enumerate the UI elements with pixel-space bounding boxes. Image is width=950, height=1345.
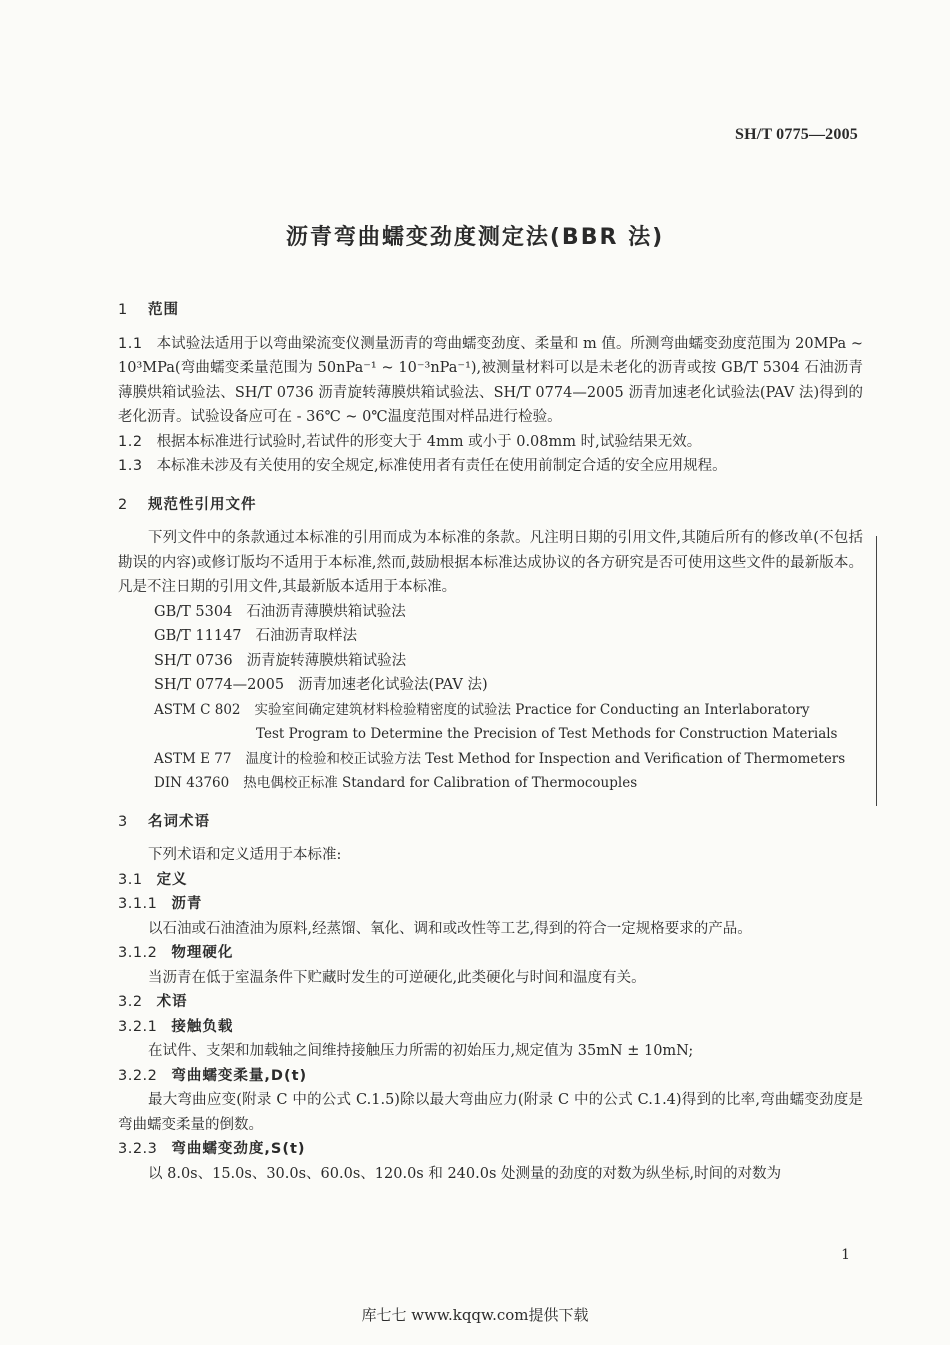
section-number: 3 <box>118 813 129 830</box>
clause-text: 根据本标准进行试验时,若试件的形变大于 4mm 或小于 0.08mm 时,试验结果无效。 <box>156 433 702 450</box>
clause-3-2-heading <box>118 990 863 1015</box>
section-3-heading <box>118 810 863 835</box>
clause-1-3 <box>118 454 863 479</box>
clause-1-1 <box>118 332 863 430</box>
clause-3-2-1-heading <box>118 1015 863 1040</box>
clause-title: 弯曲蠕变柔量,D(t) <box>171 1067 308 1084</box>
reference-title: 石油沥青薄膜烘箱试验法 <box>246 603 406 620</box>
section-2-heading <box>118 493 863 518</box>
clause-number: 1.1 <box>118 335 143 352</box>
clause-number: 3.1 <box>118 871 143 888</box>
clause-number: 3.2.2 <box>118 1067 158 1084</box>
clause-3-1-heading <box>118 868 863 893</box>
reference-item <box>154 673 863 698</box>
clause-title: 物理硬化 <box>171 945 234 961</box>
reference-list <box>118 600 863 796</box>
reference-code: SH/T 0736 <box>154 652 233 669</box>
reference-item <box>154 771 863 796</box>
clause-number: 3.2.1 <box>118 1018 158 1035</box>
reference-item <box>154 698 863 723</box>
clause-number: 3.2.3 <box>118 1141 158 1157</box>
reference-item <box>154 649 863 674</box>
document-body <box>118 298 863 1186</box>
reference-code: ASTM C 802 <box>154 701 241 718</box>
reference-title-continued: Test Program to Determine the Precision of Test Methods for Construction Materials <box>256 726 838 742</box>
clause-3-2-3-heading <box>118 1137 863 1162</box>
reference-item <box>154 747 863 772</box>
download-footer: 库七七 www.kqqw.com提供下载 <box>361 1306 589 1324</box>
clause-3-2-1-text: 在试件、支架和加载轴之间维持接触压力所需的初始压力,规定值为 35mN ± 10mN; <box>148 1043 694 1059</box>
clause-text: 本标准未涉及有关使用的安全规定,标准使用者有责任在使用前制定合适的安全应用规程。 <box>156 458 727 474</box>
section-number: 2 <box>118 496 129 513</box>
reference-code: SH/T 0774—2005 <box>154 677 285 693</box>
standard-code: SH/T 0775—2005 <box>735 126 858 143</box>
reference-title: 温度计的检验和校正试验方法 Test Method for Inspection and Verification of Thermometers <box>245 750 846 767</box>
reference-item <box>154 600 863 625</box>
clause-number: 3.1.1 <box>118 896 158 912</box>
clause-3-2-3-text: 以 8.0s、15.0s、30.0s、60.0s、120.0s 和 240.0s 处测量的劲度的对数为纵坐标,时间的对数为 <box>148 1165 782 1182</box>
clause-3-1-2-heading <box>118 941 863 966</box>
clause-3-2-2-heading <box>118 1064 863 1089</box>
clause-3-2-2-text: 最大弯曲应变(附录 C 中的公式 C.1.5)除以最大弯曲应力(附录 C 中的公式 C.1.4)得到的比率,弯曲蠕变劲度是弯曲蠕变柔量的倒数。 <box>118 1092 863 1133</box>
reference-code: DIN 43760 <box>154 775 230 791</box>
clause-number: 3.1.2 <box>118 945 158 961</box>
section-title: 范围 <box>148 302 179 318</box>
reference-title: 实验室间确定建筑材料检验精密度的试验法 Practice for Conducting an Interlaboratory <box>254 701 810 718</box>
terms-intro: 下列术语和定义适用于本标准: <box>148 847 342 863</box>
margin-rule <box>876 536 877 806</box>
reference-item <box>154 624 863 649</box>
section-title: 名词术语 <box>148 813 210 830</box>
clause-title: 接触负载 <box>171 1018 234 1035</box>
clause-title: 沥青 <box>171 896 203 912</box>
clause-number: 1.3 <box>118 458 143 474</box>
references-intro: 下列文件中的条款通过本标准的引用而成为本标准的条款。凡注明日期的引用文件,其随后所有的修改单(不包括勘误的内容)或修订版均不适用于本标准,然而,鼓励根据本标准达成协议的各方研究是否可使用这些文件的最新版本。凡是不注日期的引用文件,其最新版本适用于本标准。 <box>118 530 863 595</box>
clause-3-1-1-text: 以石油或石油渣油为原料,经蒸馏、氧化、调和或改性等工艺,得到的符合一定规格要求的产品。 <box>148 920 752 937</box>
clause-3-1-1-heading <box>118 892 863 917</box>
clause-1-2 <box>118 430 863 455</box>
reference-code: ASTM E 77 <box>154 750 232 767</box>
reference-title: 沥青旋转薄膜烘箱试验法 <box>246 652 407 669</box>
section-1-heading <box>118 298 863 323</box>
document-title: 沥青弯曲蠕变劲度测定法(BBR 法) <box>285 225 665 250</box>
clause-number: 3.2 <box>118 994 143 1010</box>
clause-number: 1.2 <box>118 433 143 450</box>
reference-title: 石油沥青取样法 <box>255 628 358 644</box>
clause-title: 术语 <box>156 994 188 1010</box>
section-title: 规范性引用文件 <box>148 496 257 513</box>
clause-title: 定义 <box>156 871 188 888</box>
clause-title: 弯曲蠕变劲度,S(t) <box>171 1141 306 1157</box>
reference-code: GB/T 5304 <box>154 603 233 620</box>
page-number: 1 <box>841 1247 850 1263</box>
reference-title: 热电偶校正标准 Standard for Calibration of Thermocouples <box>243 775 638 791</box>
clause-text: 本试验法适用于以弯曲梁流变仪测量沥青的弯曲蠕变劲度、柔量和 m 值。所测弯曲蠕变劲度范围为 20MPa ~ 10³MPa(弯曲蠕变柔量范围为 50nPa⁻¹ ~ 10⁻³nPa⁻¹),被测量材料可以是未老化的沥青或按 GB/T 5304 石油沥青薄膜烘箱试验法、SH/T 0736 沥青旋转薄膜烘箱试验法、SH/T 0774—2005 沥青加速老化试验法(PAV 法)得到的老化沥青。试验设备应可在 - 36℃ ~ 0℃温度范围对样品进行检验。 <box>118 335 863 425</box>
reference-title: 沥青加速老化试验法(PAV 法) <box>298 677 488 693</box>
reference-code: GB/T 11147 <box>154 628 242 644</box>
clause-3-1-2-text: 当沥青在低于室温条件下贮藏时发生的可逆硬化,此类硬化与时间和温度有关。 <box>148 969 646 986</box>
section-number: 1 <box>118 302 129 318</box>
